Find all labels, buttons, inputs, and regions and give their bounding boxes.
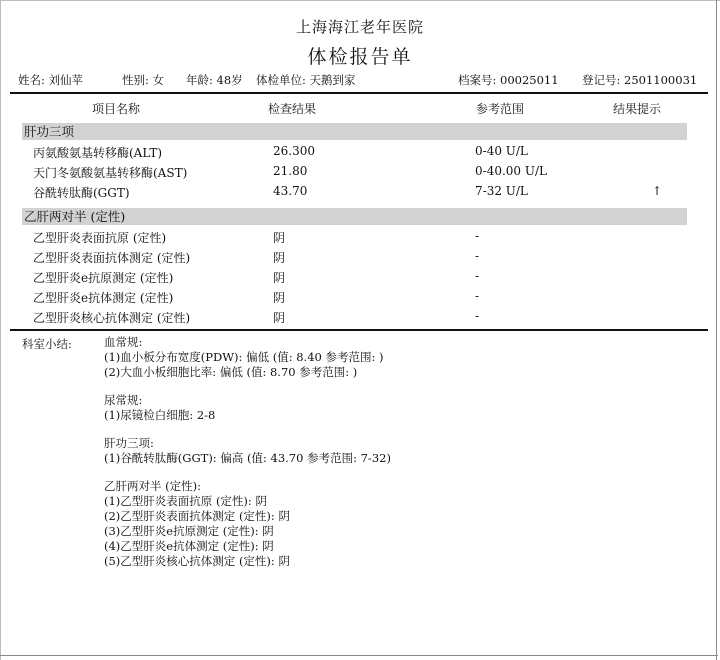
col-header-hint: 结果提示 xyxy=(613,102,662,116)
table-row xyxy=(0,289,720,307)
patient-age: 年龄: 48岁 xyxy=(186,73,243,87)
summary-line: 肝功三项: xyxy=(104,436,154,450)
table-row xyxy=(0,229,720,247)
summary-spacer xyxy=(104,466,391,479)
summary-spacer xyxy=(104,423,391,436)
item-result: 26.300 xyxy=(273,144,315,158)
section-hepatitis-b: 乙肝两对半 (定性) xyxy=(22,208,687,225)
high-flag-arrow-icon: ↑ xyxy=(652,184,663,198)
frame-bottom-border xyxy=(0,655,718,656)
summary-line: (1)尿镜检白细胞: 2-8 xyxy=(104,408,216,422)
table-row xyxy=(0,249,720,267)
table-bottom-divider xyxy=(10,329,708,331)
item-result: 阴 xyxy=(273,291,286,305)
item-range: - xyxy=(475,229,480,243)
item-result: 阴 xyxy=(273,311,286,325)
summary-line: (5)乙型肝炎核心抗体测定 (定性): 阴 xyxy=(104,554,290,568)
patient-name: 姓名: 刘仙苹 xyxy=(18,73,84,87)
item-name: 谷酰转肽酶(GGT) xyxy=(33,186,130,200)
summary-line: (2)大血小板细胞比率: 偏低 (值: 8.70 参考范围: ) xyxy=(104,365,358,379)
frame-top-border xyxy=(0,0,720,1)
summary-label: 科室小结: xyxy=(22,337,72,351)
item-result: 阴 xyxy=(273,251,286,265)
summary-spacer xyxy=(104,380,391,393)
patient-gender: 性别: 女 xyxy=(122,73,165,87)
item-name: 乙型肝炎e抗原测定 (定性) xyxy=(33,271,174,285)
report-title: 体检报告单 xyxy=(307,46,413,68)
item-name: 乙型肝炎e抗体测定 (定性) xyxy=(33,291,174,305)
col-header-item: 项目名称 xyxy=(92,102,141,116)
summary-line: (1)谷酰转肽酶(GGT): 偏高 (值: 43.70 参考范围: 7-32) xyxy=(104,451,391,465)
frame-left-border xyxy=(0,0,1,660)
item-name: 乙型肝炎核心抗体测定 (定性) xyxy=(33,311,191,325)
item-range: 0-40.00 U/L xyxy=(475,164,547,178)
registration-number: 登记号: 2501100031 xyxy=(582,73,698,87)
item-range: - xyxy=(475,289,480,303)
item-name: 乙型肝炎表面抗体测定 (定性) xyxy=(33,251,191,265)
table-row xyxy=(0,309,720,327)
col-header-result: 检查结果 xyxy=(268,102,317,116)
item-range: 7-32 U/L xyxy=(475,184,528,198)
item-result: 21.80 xyxy=(273,164,308,178)
header-divider xyxy=(10,92,708,94)
frame-right-border xyxy=(716,0,717,660)
item-name: 天门冬氨酸氨基转移酶(AST) xyxy=(33,166,188,180)
summary-line: (3)乙型肝炎e抗原测定 (定性): 阴 xyxy=(104,524,274,538)
section-liver-function: 肝功三项 xyxy=(22,123,687,140)
summary-line: 乙肝两对半 (定性): xyxy=(104,479,202,493)
item-range: 0-40 U/L xyxy=(475,144,528,158)
summary-block xyxy=(104,335,391,569)
item-range: - xyxy=(475,249,480,263)
item-range: - xyxy=(475,269,480,283)
item-range: - xyxy=(475,309,480,323)
table-row xyxy=(0,164,720,182)
file-number: 档案号: 00025011 xyxy=(458,73,559,87)
item-result: 阴 xyxy=(273,271,286,285)
patient-info xyxy=(0,72,720,90)
summary-line: (4)乙型肝炎e抗体测定 (定性): 阴 xyxy=(104,539,274,553)
hospital-name: 上海海江老年医院 xyxy=(295,18,424,36)
table-row xyxy=(0,144,720,162)
summary-line: (1)乙型肝炎表面抗原 (定性): 阴 xyxy=(104,494,267,508)
summary-line: (2)乙型肝炎表面抗体测定 (定性): 阴 xyxy=(104,509,290,523)
summary-line: (1)血小板分布宽度(PDW): 偏低 (值: 8.40 参考范围: ) xyxy=(104,350,384,364)
summary-line: 血常规: xyxy=(104,335,143,349)
summary-line: 尿常规: xyxy=(104,393,143,407)
item-result: 阴 xyxy=(273,231,286,245)
item-name: 丙氨酸氨基转移酶(ALT) xyxy=(33,146,163,160)
patient-unit: 体检单位: 天鹅到家 xyxy=(256,73,356,87)
item-name: 乙型肝炎表面抗原 (定性) xyxy=(33,231,167,245)
table-row xyxy=(0,269,720,287)
col-header-range: 参考范围 xyxy=(476,102,525,116)
item-result: 43.70 xyxy=(273,184,308,198)
table-row xyxy=(0,184,720,202)
